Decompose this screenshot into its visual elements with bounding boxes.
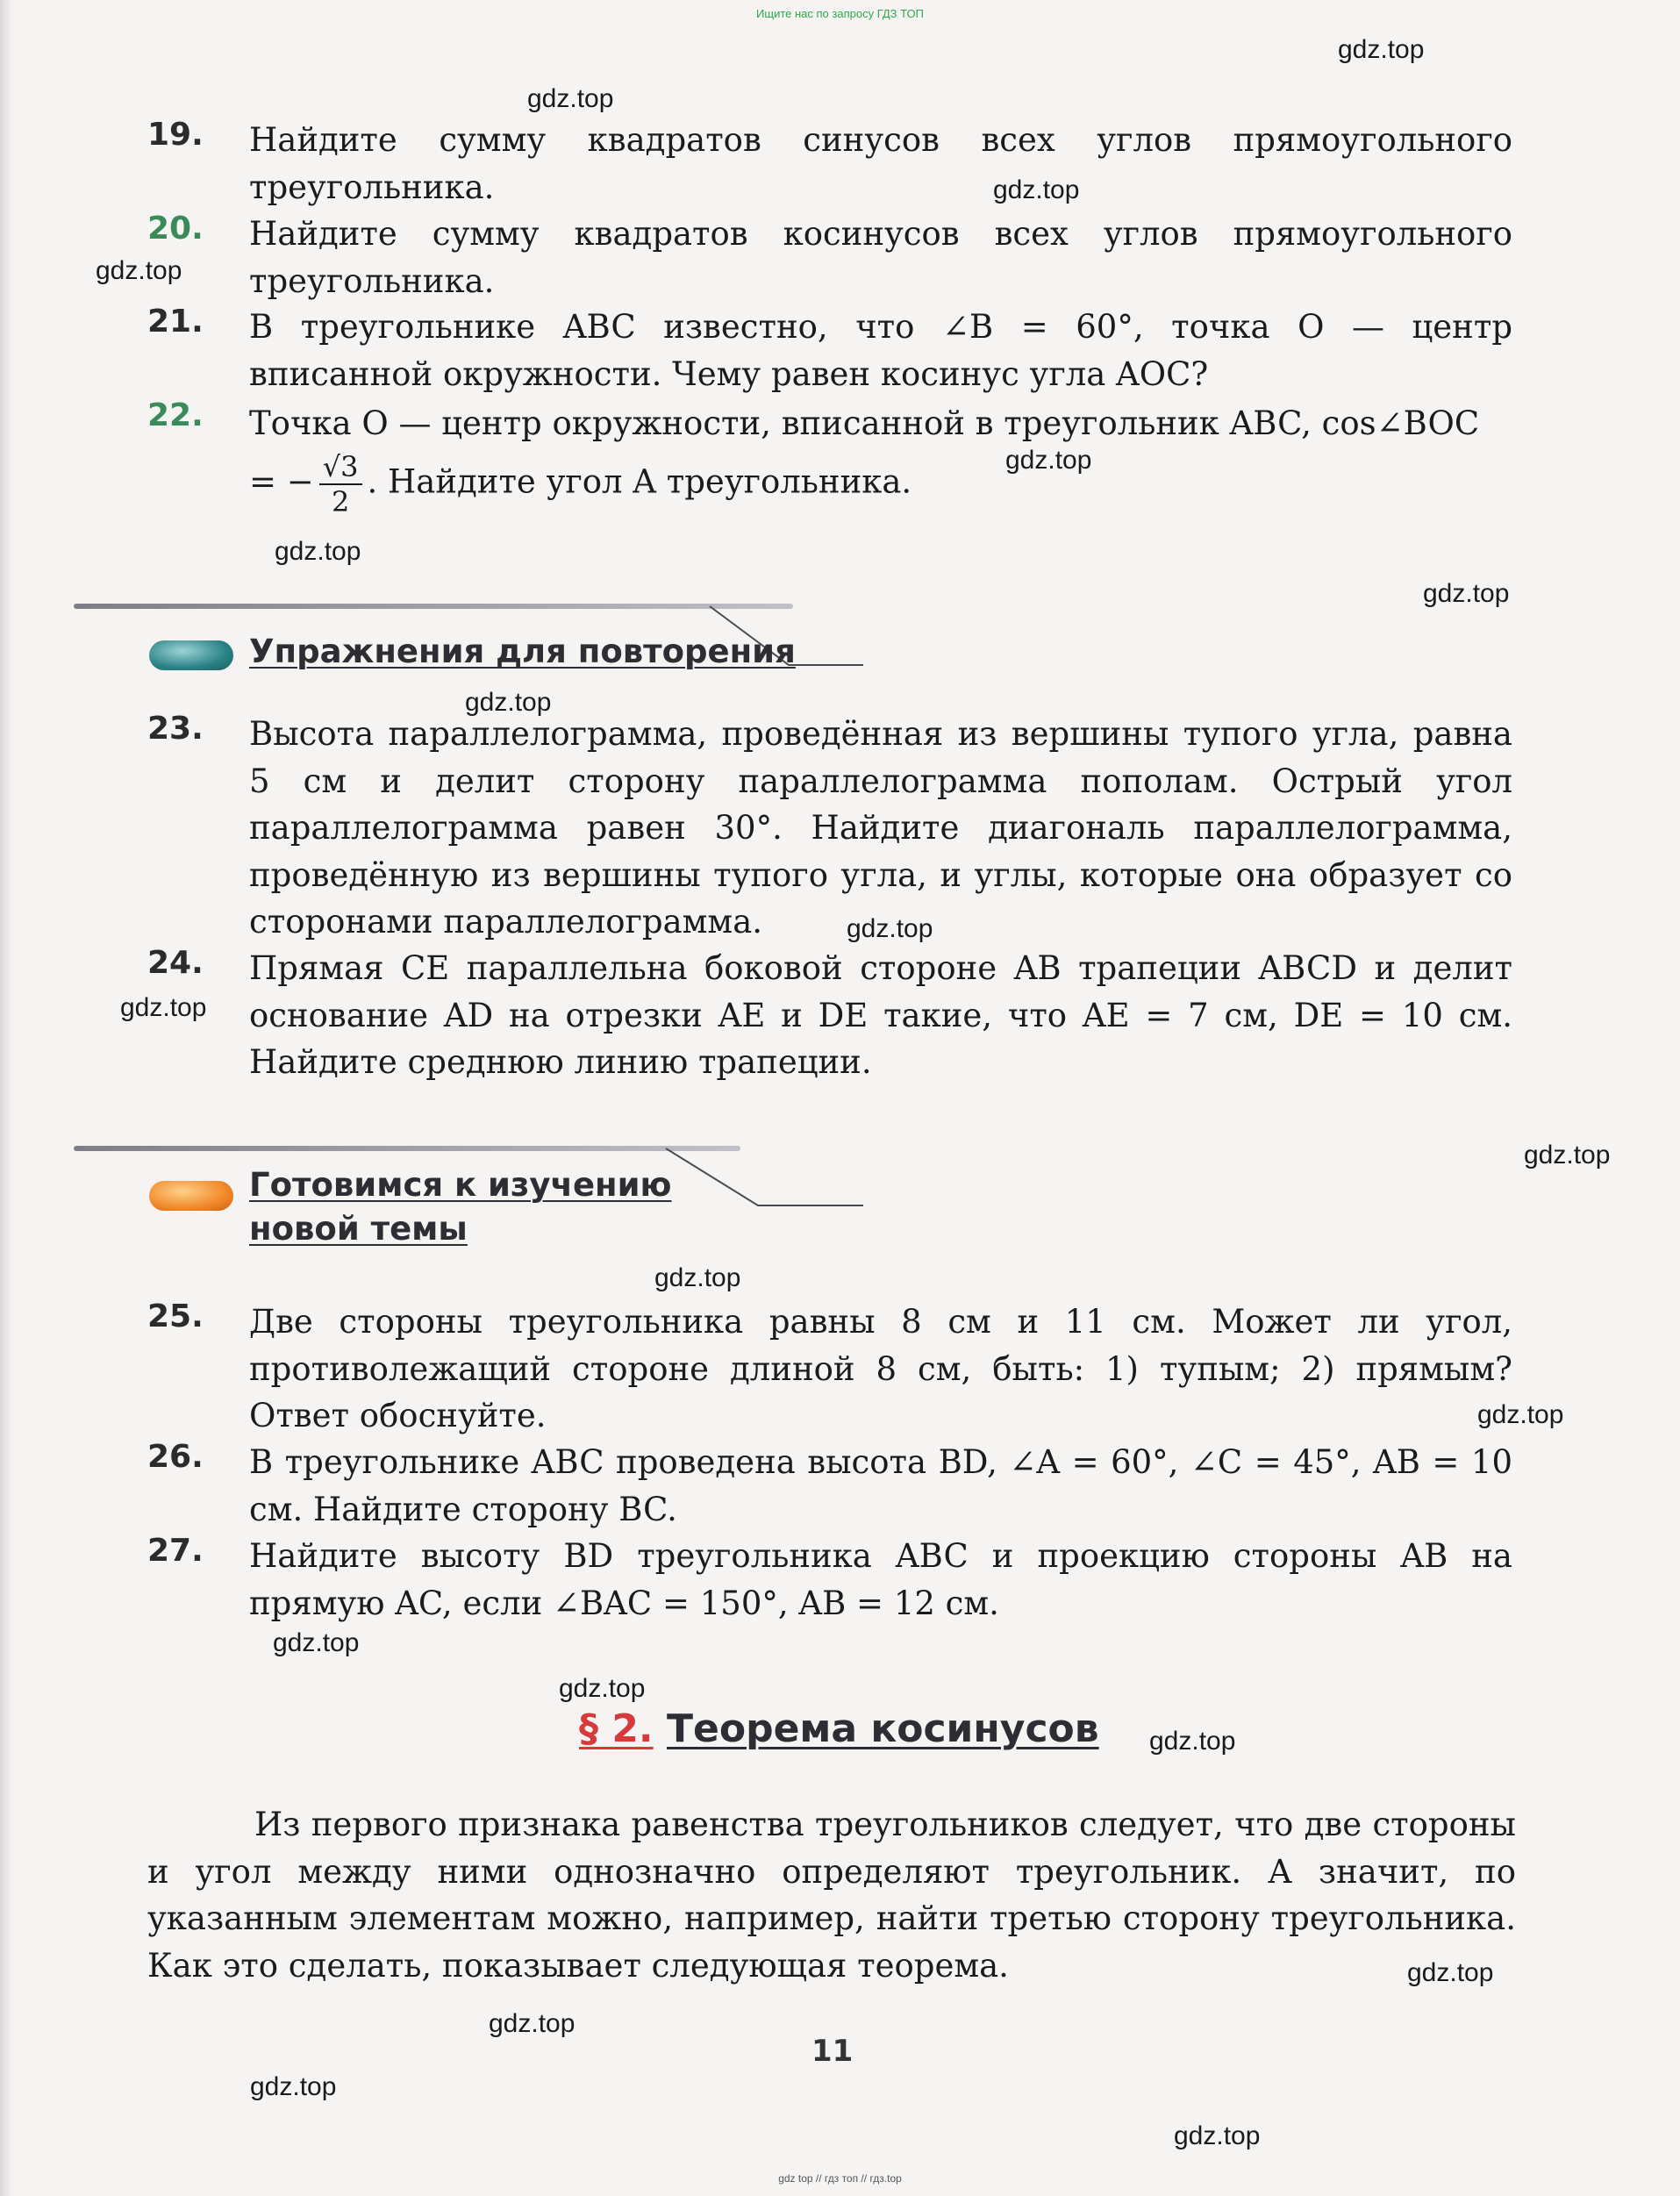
watermark: gdz.top	[1477, 1400, 1564, 1429]
task-number: 26.	[147, 1439, 204, 1475]
section-title-prepare-line1: Готовимся к изучению	[249, 1166, 672, 1204]
footer-note: gdz top // гдз топ // гдз.top	[778, 2172, 902, 2185]
watermark: gdz.top	[1407, 1958, 1494, 1987]
paragraph-heading	[579, 1706, 1099, 1751]
task-text	[249, 397, 1512, 519]
watermark: gdz.top	[993, 175, 1080, 204]
task-number: 25.	[147, 1298, 204, 1334]
watermark: gdz.top	[527, 84, 614, 113]
section-pill-icon	[149, 1181, 233, 1211]
watermark: gdz.top	[275, 537, 361, 566]
watermark: gdz.top	[120, 993, 207, 1022]
watermark: gdz.top	[465, 688, 552, 717]
section-review-header	[74, 604, 863, 683]
watermark: gdz.top	[654, 1263, 741, 1292]
task-text: Найдите высоту BD треугольника ABC и проекцию стороны AB на прямую AC, если ∠BAC = 150°, AB = 12 см.	[249, 1537, 1512, 1622]
task-text-before: Точка O — центр окружности, вписанной в треугольник ABC, cos∠BOC = −	[249, 404, 1480, 501]
watermark: gdz.top	[1423, 579, 1510, 608]
watermark: gdz.top	[1338, 35, 1425, 64]
task-number: 21.	[147, 304, 204, 340]
task-number: 27.	[147, 1533, 204, 1569]
paragraph-body: Из первого признака равенства треугольников следует, что две стороны и угол между ними однозначно определяют треугольник. А значит, по указанным элементам можно, например, найти третью сторону треугольника. Как это сделать, показывает следующая теорема.	[147, 1806, 1516, 1985]
task-text: Высота параллелограмма, проведённая из вершины тупого угла, равна 5 см и делит сторону параллелограмма пополам. Острый угол параллелограмма равен 30°. Найдите диагональ параллелограмма, проведённую из вершины тупого угла, и углы, которые она образует со сторонами параллелограмма.	[249, 715, 1512, 941]
task-number: 22.	[147, 397, 204, 433]
task-number: 23.	[147, 711, 204, 747]
section-title-prepare-line2: новой темы	[249, 1210, 468, 1248]
watermark: gdz.top	[1174, 2121, 1261, 2150]
task-number: 20.	[147, 211, 204, 247]
watermark: gdz.top	[1524, 1141, 1611, 1170]
section-prepare-header	[74, 1146, 863, 1251]
task-text: В треугольнике ABC проведена высота BD, ∠A = 60°, ∠C = 45°, AB = 10 см. Найдите сторону BC.	[249, 1443, 1512, 1528]
fraction-numerator: √3	[319, 450, 362, 485]
paragraph-number: § 2.	[579, 1706, 654, 1751]
task-text-after: . Найдите угол A треугольника.	[367, 462, 912, 501]
task-text: В треугольнике ABC известно, что ∠B = 60°, точка O — центр вписанной окружности. Чему равен косинус угла AOC?	[249, 308, 1512, 393]
task-text: Две стороны треугольника равны 8 см и 11 см. Может ли угол, противолежащий стороне длиной 8 см, быть: 1) тупым; 2) прямым? Ответ обоснуйте.	[249, 1303, 1512, 1434]
page-edge	[0, 0, 12, 2196]
fraction-denominator: 2	[331, 485, 350, 519]
watermark: gdz.top	[1149, 1727, 1236, 1756]
watermark: gdz.top	[250, 2072, 337, 2101]
page-number: 11	[811, 2034, 854, 2069]
watermark: gdz.top	[96, 256, 182, 285]
watermark: gdz.top	[559, 1674, 646, 1703]
fraction	[319, 450, 362, 519]
task-text: Прямая CE параллельна боковой стороне AB трапеции ABCD и делит основание AD на отрезки AE и DE такие, что AE = 7 см, DE = 10 см. Найдите среднюю линию трапеции.	[249, 949, 1512, 1081]
task-number: 24.	[147, 945, 204, 981]
task-text: Найдите сумму квадратов синусов всех углов прямоугольного треугольника.	[249, 121, 1512, 206]
section-pill-icon	[149, 640, 233, 670]
task-text: Найдите сумму квадратов косинусов всех углов прямоугольного треугольника.	[249, 215, 1512, 300]
watermark: gdz.top	[273, 1628, 360, 1657]
task-number: 19.	[147, 117, 204, 153]
paragraph-title: Теорема косинусов	[666, 1706, 1099, 1751]
watermark: gdz.top	[847, 914, 933, 943]
section-title-review: Упражнения для повторения	[249, 633, 796, 670]
header-note: Ищите нас по запросу ГДЗ ТОП	[756, 7, 924, 20]
watermark: gdz.top	[489, 2009, 575, 2038]
watermark: gdz.top	[1005, 446, 1092, 475]
